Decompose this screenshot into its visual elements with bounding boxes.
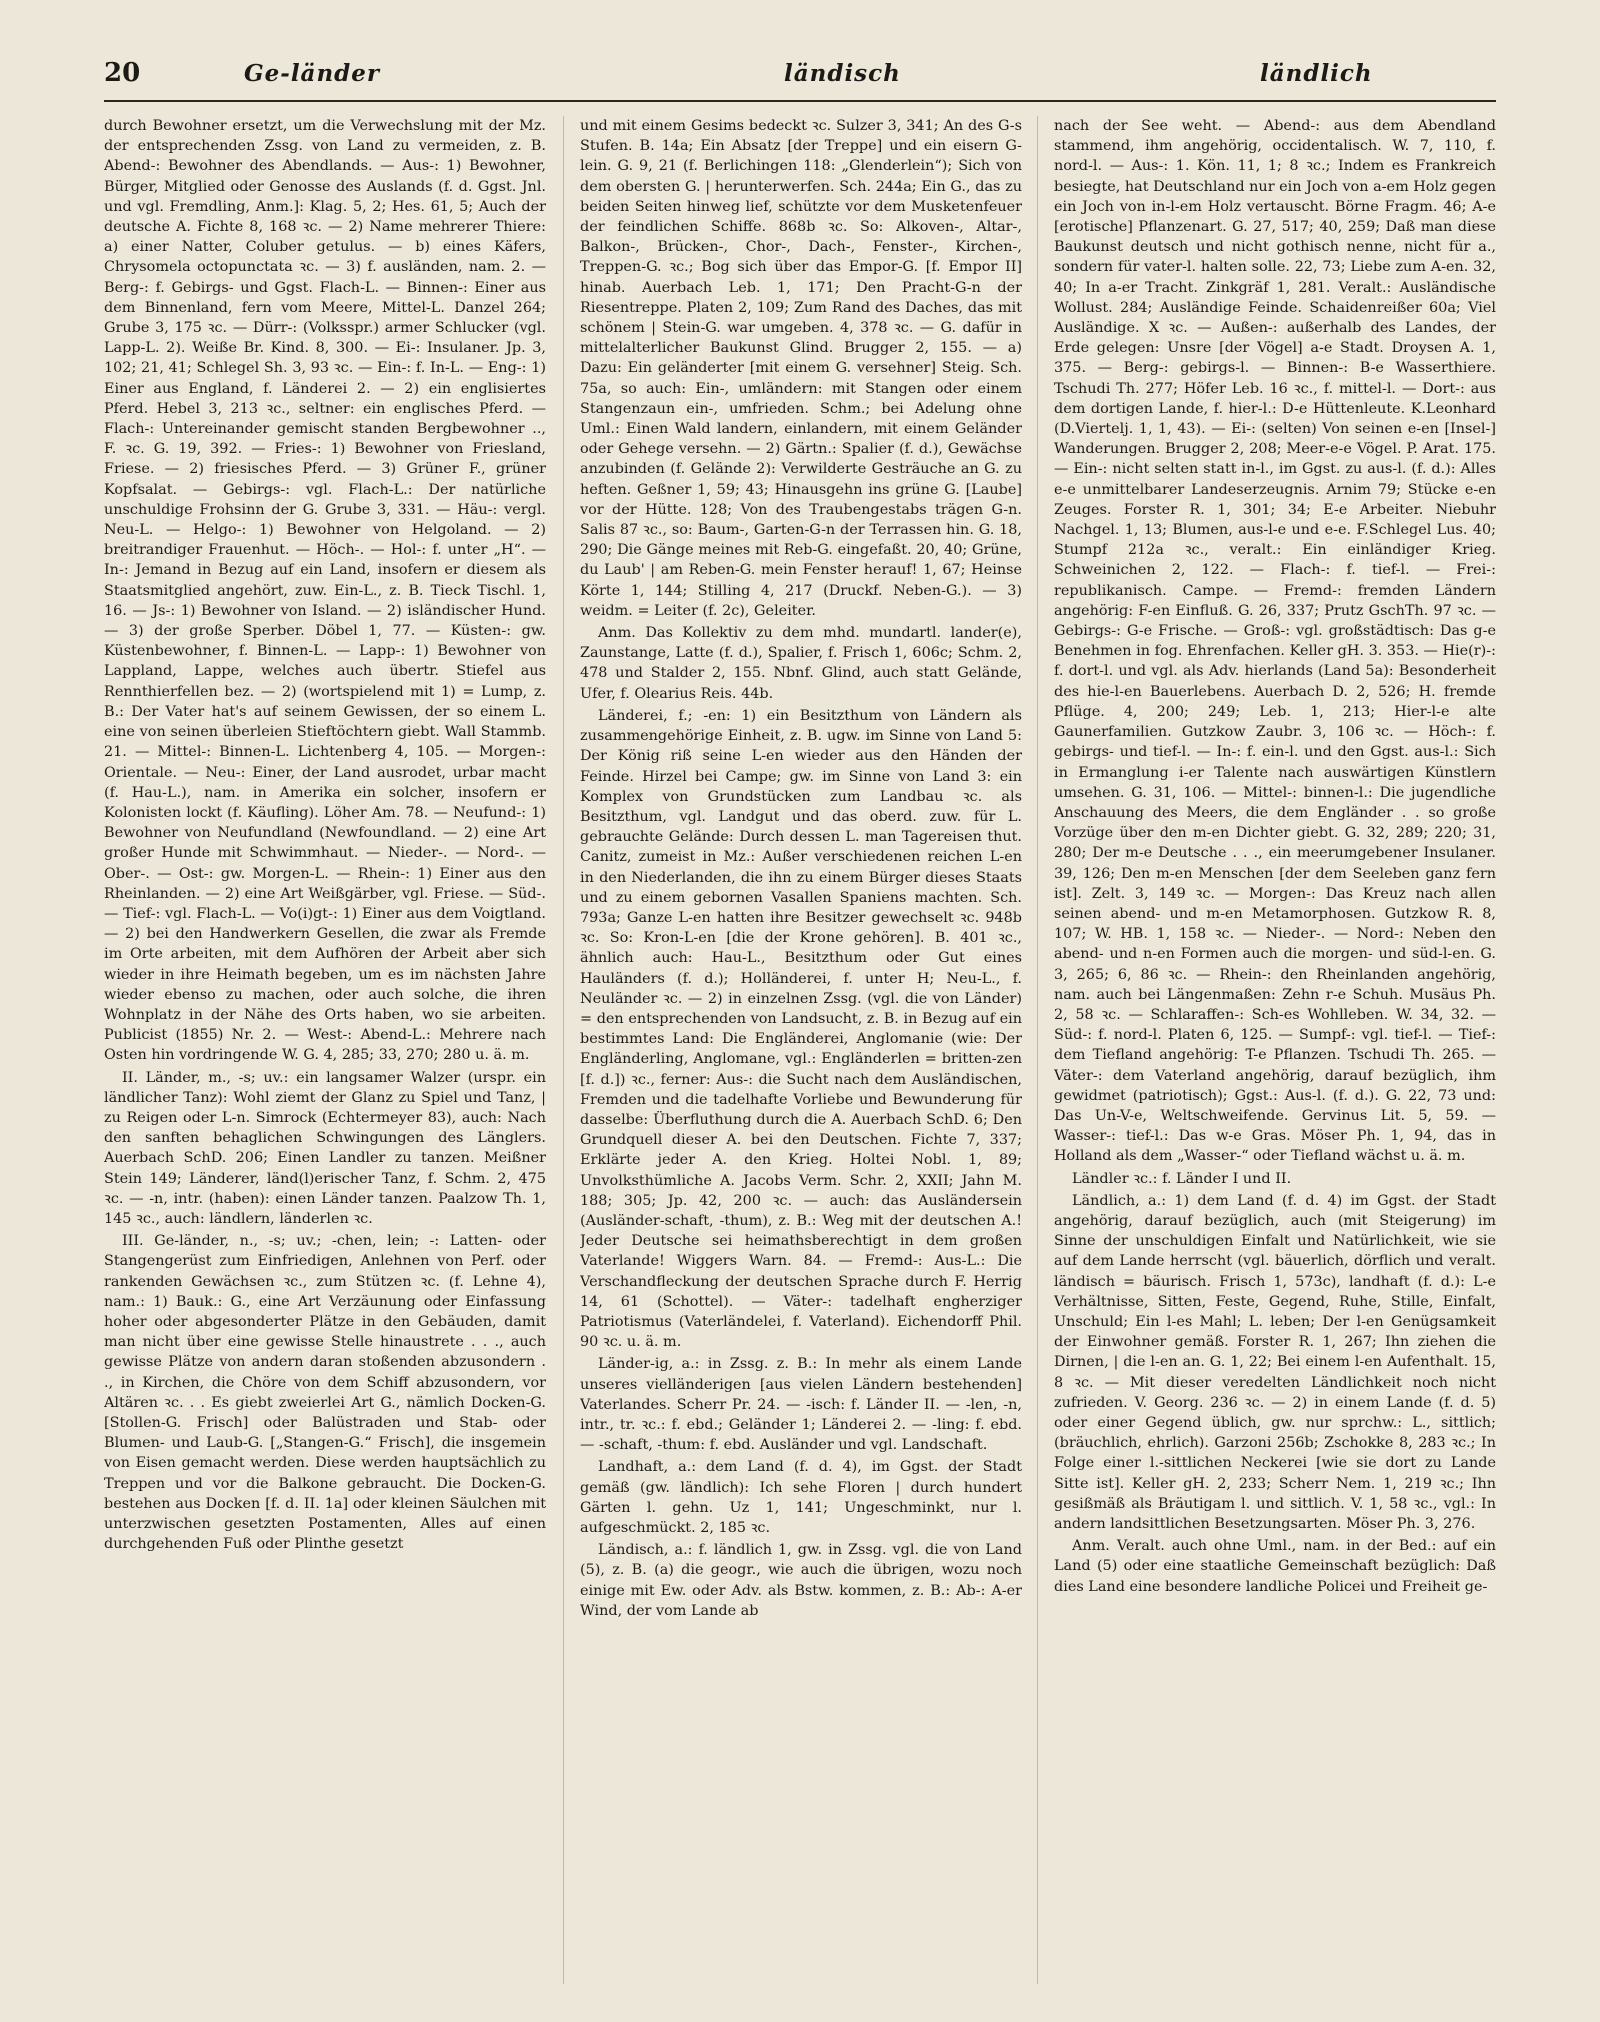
paragraph: Ländisch, a.: f. ländlich 1, gw. in Zssg. vgl. die von Land (5), z. B. (a) die geogr., wie auch die übrigen, wozu noch einige mit Ew. oder Adv. als Bstw. kommen, z. B.: Ab-: A-er Wind, der vom Lande ab <box>580 1542 1022 1619</box>
column-divider <box>563 116 564 1984</box>
paragraph: durch Bewohner ersetzt, um die Verwechslung mit der Mz. der entsprechenden Zssg. von Land zu vermeiden, z. B. Abend-: Bewohner des Abendlands. — Aus-: 1) Bewohner, Bürger, Mitglied oder Genosse des Auslands (f. d. Ggst. Jnl. und vgl. Fremdling, Anm.]: Klag. 5, 2; Hes. 61, 5; Auch der deutsche A. Fichte 8, 168 ꝛc. — 2) Name mehrerer Thiere: a) einer Natter, Coluber getulus. — b) eines Käfers, Chrysomela octopunctata ꝛc. — 3) f. ausländen, nam. 2. — Berg-: f. Gebirgs- und Ggst. Flach-L. — Binnen-: Einer aus dem Binnenland, fern vom Meere, Mittel-L. Danzel 264; Grube 3, 175 ꝛc. — Dürr-: (Volksspr.) armer Schlucker (vgl. Lapp-L. 2). Weiße Br. Kind. 8, 300. — Ei-: Insulaner. Jp. 3, 102; 21, 41; Schlegel Sh. 3, 93 ꝛc. — Ein-: f. In-L. — Eng-: 1) Einer aus England, f. Länderei 2. — 2) ein englisiertes Pferd. Hebel 3, 213 ꝛc., seltner: ein englisches Pferd. — Flach-: Untereinander gemischt standen Bergbewohner .., F. ꝛc. G. 19, 392. — Fries-: 1) Bewohner von Friesland, Friese. — 2) friesisches Pferd. — 3) Grüner F., grüner Kopfsalat. — Gebirgs-: vgl. Flach-L.: Der natürliche unschuldige Frohsinn der G. Grube 3, 331. — Häu-: vergl. Neu-L. — Helgo-: 1) Bewohner von Helgoland. — 2) breitrandiger Frauenhut. — Höch-. — Hol-: f. unter „H“. — In-: Jemand in Bezug auf ein Land, insofern er diesem als Staatsmitglied angehört, zuw. Ein-L., z. B. Tieck Tischl. 1, 16. — Js-: 1) Bewohner von Island. — 2) isländischer Hund. — 3) der große Sperber. Döbel 1, 77. — Küsten-: gw. Küstenbewohner, f. Binnen-L. — Lapp-: 1) Bewohner von Lappland, Lappe, welches auch übertr. Stiefel aus Rennthierfellen bez. — 2) (wortspielend mit 1) = Lump, z. B.: Der Vater hat's auf seinem Gewissen, der so einem L. eine von seinen überleien Stieftöchtern giebt. Wall Stammb. 21. — Mittel-: Binnen-L. Lichtenberg 4, 105. — Morgen-: Orientale. — Neu-: Einer, der Land ausrodet, urbar macht (f. Hau-L.), nam. in Amerika ein solcher, insofern er Kolonisten lockt (f. Käufling). Löher Am. 78. — Neufund-: 1) Bewohner von Neufundland (Newfoundland. — 2) eine Art großer Hunde mit Schwimmhaut. — Nieder-. — Nord-. — Ober-. — Ost-: gw. Morgen-L. — Rhein-: 1) Einer aus den Rheinlanden. — 2) eine Art Weißgärber, vgl. Friese. — Süd-. — Tief-: vgl. Flach-L. — Vo(i)gt-: 1) Einer aus dem Voigtland. — 2) bei den Handwerkern Gesellen, die zwar als Fremde im Orte arbeiten, mit dem Aufhören der Arbeit aber sich wieder in ihre Heimath begeben, um es im nächsten Jahre wieder ebenso zu machen, oder auch solche, die ihren Wohnplatz in der Nähe des Orts haben, wo sie arbeiten. Publicist (1855) Nr. 2. — West-: Abend-L.: Mehrere nach Osten hin vordringende W. G. 4, 285; 33, 270; 280 u. ä. m. <box>104 118 546 1064</box>
running-head-right: ländlich <box>1260 60 1373 87</box>
paragraph: Ländlich, a.: 1) dem Land (f. d. 4) im Ggst. der Stadt angehörig, darauf bezüglich, auch (mit Steigerung) im Sinne der unschuldigen Einfalt und Natürlichkeit, wie sie auf dem Lande herrscht (vgl. bäuerlich, dörflich und veralt. ländisch = bäurisch. Frisch 1, 573c), landhaft (f. d.): L-e Verhältnisse, Sitten, Feste, Gegend, Ruhe, Stille, Einfalt, Unschuld; Ein l-es Mahl; L. leben; Der l-en Genügsamkeit der Einwohner gemäß. Forster R. 1, 267; Ihn ziehen die Dirnen, | die l-en an. G. 1, 22; Bei einem l-en Aufenthalt. 15, 8 ꝛc. — Mit dieser veredelten Ländlichkeit noch nicht zufrieden. V. Georg. 236 ꝛc. — 2) in einem Lande (f. d. 5) oder einer Gegend üblich, gw. nur sprchw.: L., sittlich; (bräuchlich, ehrlich). Garzoni 256b; Zschokke 8, 283 ꝛc.; In Folge einer l.-sittlichen Neckerei [wie sie dort zu Lande Sitte ist]. Keller gH. 2, 233; Scherr Nem. 1, 219 ꝛc.; Ihn gesißmäß als Bräutigam l. und sittlich. V. 1, 58 ꝛc., vgl.: In andern landsittlichen Besetzungsarten. Möser Ph. 3, 276. <box>1054 1192 1496 1533</box>
page-header <box>0 58 1600 98</box>
paragraph: nach der See weht. — Abend-: aus dem Abendland stammend, ihm angehörig, occidentalisch. W. 7, 110, f. nord-l. — Aus-: 1. Kön. 11, 1; 8 ꝛc.; Indem es Frankreich besiegte, hat Deutschland nur ein Joch von a-em Holz gegen ein Joch von in-l-em Holz vertauscht. Börne Fragm. 46; A-e [erotische] Pflanzenart. G. 27, 517; 40, 259; Daß man diese Baukunst deutsch und nicht gothisch nenne, nicht für a., sondern für vater-l. halten solle. 22, 73; Liebe zum A-en. 32, 40; In a-er Tracht. Zinkgräf 1, 281. Veralt.: Ausländische Wollust. 284; Ausländige Feinde. Schaidenreißer 60a; Viel Ausländige. X ꝛc. — Außen-: außerhalb des Landes, der Erde gelegen: Unsre [der Vögel] a-e Stadt. Droysen A. 1, 375. — Berg-: gebirgs-l. — Binnen-: B-e Wasserthiere. Tschudi Th. 277; Höfer Leb. 16 ꝛc., f. mittel-l. — Dort-: aus dem dortigen Lande, f. hier-l.: D-e Hüttenleute. K.Leonhard (D.Viertelj. 1, 1, 43). — Ei-: (selten) Von seinen e-en [Insel-] Wanderungen. Brugger 2, 208; Meer-e-e Vögel. P. Arat. 175. — Ein-: nicht selten statt in-l., im Ggst. zu aus-l. (f. d.): Alles e-e unmittelbarer Landeserzeugnis. Arnim 79; Stücke e-en Zeuges. Forster R. 1, 301; 34; E-e Arbeiter. Niebuhr Nachgel. 1, 13; Blumen, aus-l-e und e-e. F.Schlegel Lus. 40; Stumpf 212a ꝛc., veralt.: Ein einländiger Krieg. Schweinichen 2, 122. — Flach-: f. tief-l. — Frei-: republikanisch. Campe. — Fremd-: fremden Ländern angehörig: F-en Einfluß. G. 26, 337; Prutz GschTh. 97 ꝛc. — Gebirgs-: G-e Frische. — Groß-: vgl. großstädtisch: Das g-e Benehmen in fog. Ehrenfachen. Keller gH. 3. 353. — Hie(r)-: f. dort-l. und vgl. als Adv. hierlands (Land 5a): Besonderheit des hie-l-en Bauerlebens. Auerbach D. 2, 526; H. fremde Pflüge. 4, 200; 249; Leb. 1, 213; Hier-l-e alte Gaunerfamilien. Gutzkow Zaubr. 3, 106 ꝛc. — Höch-: f. gebirgs- und tief-l. — In-: f. ein-l. und den Ggst. aus-l.: Sich in Ermanglung i-er Talente nach auswärtigen Künstlern umsehen. G. 31, 106. — Mittel-: binnen-l.: Die jugendliche Anschauung des Meers, die dem Engländer . . so große Vorzüge über den m-en Dichter giebt. G. 32, 289; 220; 31, 280; Der m-e Deutsche . . ., ein meerumgebener Insulaner. 39, 126; Den m-en Menschen [der dem Seeleben ganz fern ist]. Zelt. 3, 149 ꝛc. — Morgen-: Das Kreuz nach allen seinen abend- und m-en Metamorphosen. Gutzkow R. 8, 107; W. HB. 1, 158 ꝛc. — Nieder-. — Nord-: Neben den abend- und n-en Formen auch die morgen- und süd-l-en. G. 3, 265; 6, 86 ꝛc. — Rhein-: den Rheinlanden angehörig, nam. auch bei Längenmaßen: Zehn r-e Schuh. Musäus Ph. 2, 58 ꝛc. — Schlaraffen-: Sch-es Wohlleben. W. 34, 32. — Süd-: f. nord-l. Platen 6, 125. — Sumpf-: vgl. tief-l. — Tief-: dem Tiefland angehörig: T-e Pflanzen. Tschudi Th. 265. — Väter-: dem Vaterland angehörig, darauf bezüglich, ihm gewidmet (patriotisch); Ggst.: Aus-l. (f. d.). G. 22, 73 und: Das Un-V-e, Weltschweifende. Gervinus Lit. 5, 59. — Wasser-: tief-l.: Das w-e Gras. Möser Ph. 1, 94, das in Holland als dem „Wasser-“ oder Tiefland wächst u. ä. m. <box>1054 118 1496 1165</box>
column-divider <box>1037 116 1038 1984</box>
page-number: 20 <box>104 58 141 88</box>
paragraph: Länder-ig, a.: in Zssg. z. B.: In mehr als einem Lande unseres vielländerigen [aus vielen Ländern bestehenden] Vaterlandes. Scherr Pr. 24. — -isch: f. Länder II. — -len, -n, intr., tr. ꝛc.: f. ebd.; Geländer 1; Länderei 2. — -ling: f. ebd. — -schaft, -thum: f. ebd. Ausländer und vgl. Landschaft. <box>580 1356 1022 1454</box>
text-column-3 <box>1054 116 1496 1986</box>
paragraph: und mit einem Gesims bedeckt ꝛc. Sulzer 3, 341; An des G-s Stufen. B. 14a; Ein Absatz [der Treppe] und ein eisern G-lein. G. 9, 21 (f. Berlichingen 118: „Glenderlein“); Sich von dem obersten G. | herunterwerfen. Sch. 244a; Ein G., das zu beiden Seiten hinweg lief, schützte vor dem Musketenfeuer der feindlichen Schiffe. 868b ꝛc. So: Alkoven-, Altar-, Balkon-, Brücken-, Chor-, Dach-, Fenster-, Kirchen-, Treppen-G. ꝛc.; Bog sich über das Empor-G. [f. Empor II] hinab. Auerbach Leb. 1, 171; Den Pracht-G-n der Riesentreppe. Platen 2, 109; Zum Rand des Daches, das mit schönem | Stein-G. war umgeben. 4, 378 ꝛc. — G. dafür in mittelalterlicher Baukunst Glind. Brugger 2, 155. — a) Dazu: Ein geländerter [mit einem G. versehner] Steig. Sch. 75a, so auch: Ein-, umländern: mit Stangen oder einem Stangenzaun ein-, umfrieden. Schm.; bei Adelung ohne Uml.: Einen Wald landern, einlandern, mit einem Geländer oder Gehege versehn. — 2) Gärtn.: Spalier (f. d.), Gewächse anzubinden (f. Gelände 2): Verwilderte Gesträuche an G. zu heften. Geßner 1, 59; 43; Hinausgehn ins grüne G. [Laube] vor der Hütte. 128; Von des Traubengestabs trägen G-n. Salis 87 ꝛc., so: Baum-, Garten-G-n der Terrassen hin. G. 18, 290; Die Gänge meines mit Reb-G. eingefaßt. 20, 40; Grüne, du Laub' | am Reben-G. mein Fenster herauf! 1, 67; Heinse Körte 1, 144; Stilling 4, 217 (Druckf. Neben-G.). — 3) weidm. = Leiter (f. 2c), Geleiter. <box>580 118 1022 619</box>
running-head-left: Ge-länder <box>244 60 381 87</box>
paragraph: II. Länder, m., -s; uv.: ein langsamer Walzer (urspr. ein ländlicher Tanz): Wohl ziemt der Glanz zu Spiel und Tanz, | zu Reigen oder L-n. Simrock (Echtermeyer 83), auch: Nach den sanften behaglichen Schwingungen des Länglers. Auerbach SchD. 206; Einen Landler zu tanzen. Meißner Stein 149; Länderer, länd(l)erischer Tanz, f. Schm. 2, 475 ꝛc. — -n, intr. (haben): einen Länder tanzen. Paalzow Th. 1, 145 ꝛc., auch: ländlern, länderlen ꝛc. <box>104 1069 546 1227</box>
text-column-2 <box>580 116 1022 1986</box>
annotation-paragraph: Anm. Das Kollektiv zu dem mhd. mundartl. lander(e), Zaunstange, Latte (f. d.), Spalier, f. Frisch 1, 606c; Schm. 2, 478 und Stalder 2, 155. Nbnf. Glind, auch statt Gelände, Ufer, f. Olearius Reis. 44b. <box>580 625 1022 702</box>
paragraph: Landhaft, a.: dem Land (f. d. 4), im Ggst. der Stadt gemäß (gw. ländlich): Ich sehe Floren | durch hundert Gärten l. gehn. Uz 1, 141; Ungeschminkt, nur l. aufgeschmückt. 2, 185 ꝛc. <box>580 1459 1022 1537</box>
annotation-paragraph: Anm. Veralt. auch ohne Uml., nam. in der Bed.: auf ein Land (5) oder eine staatliche Gemeinschaft bezüglich: Daß dies Land eine besondere landliche Policei und Freiheit ge- <box>1054 1538 1496 1595</box>
paragraph: Ländler ꝛc.: f. Länder I und II. <box>1072 1170 1292 1187</box>
text-column-1 <box>104 116 546 1986</box>
running-head-middle: ländisch <box>784 60 901 87</box>
header-rule <box>104 100 1496 102</box>
paragraph: III. Ge-länder, n., -s; uv.; -chen, lein; -: Latten- oder Stangengerüst zum Einfriedigen, Anlehnen von Perf. oder rankenden Gewächsen ꝛc., zum Stützen ꝛc. (f. Lehne 4), nam.: 1) Bauk.: G., eine Art Verzäunung oder Einfassung hoher oder abgesonderter Plätze in den Gebäuden, damit man nicht über eine gewisse Stelle hinaustrete . . ., auch gewisse Plätze von andern daran stoßenden abzusondern . ., in Kirchen, die Chöre von dem Schiff abzusondern, vor Altären ꝛc. . . Es giebt zweierlei Art G., nämlich Docken-G. [Stollen-G. Frisch] oder Balüstraden und Stab- oder Blumen- und Laub-G. [„Stangen-G.“ Frisch], die insgemein von Eisen gemacht werden. Diese werden hauptsächlich zu Treppen und vor die Balkone gebraucht. Die Docken-G. bestehen aus Docken [f. d. II. 1a] oder kleinen Säulchen mit unterzwischen gesetzten Postamenten, Alles auf einen durchgehenden Fuß oder Plinthe gesetzt <box>104 1233 546 1553</box>
paragraph: Länderei, f.; -en: 1) ein Besitzthum von Ländern als zusammengehörige Einheit, z. B. ugw. im Sinne von Land 5: Der König riß seine L-en wieder aus den Händen der Feinde. Hirzel bei Campe; gw. im Sinne von Land 3: ein Komplex von Grundstücken zum Landbau ꝛc. als Besitzthum, vgl. Landgut und das oberd. zuw. für L. gebrauchte Gelände: Durch dessen L. man Tagereisen thut. Canitz, zumeist in Mz.: Außer verschiedenen reichen L-en in den Niederlanden, die ihn zu einem Bürger dieses Staats und zu einem gebornen Vasallen Spaniens machten. Sch. 793a; Ganze L-en hatten ihre Besitzer gewechselt ꝛc. 948b ꝛc. So: Kron-L-en [die der Krone gehören]. B. 401 ꝛc., ähnlich auch: Hau-L., Besitzthum oder Gut eines Hauländers (f. d.); Holländerei, f. unter H; Neu-L., f. Neuländer ꝛc. — 2) in einzelnen Zssg. (vgl. die von Länder) = den entsprechenden von Landsucht, z. B. in Bezug auf ein bestimmtes Land: Die Engländerei, Anglomanie (wie: Der Engländerling, Anglomane, vgl.: Engländerlen = britten-zen [f. d.]) ꝛc., ferner: Aus-: die Sucht nach dem Ausländischen, Fremden und die tadelhafte Vorliebe und Bewunderung für dasselbe: Überfluthung durch die A. Auerbach SchD. 6; Den Grundquell dieser A. bei den Deutschen. Fichte 7, 337; Erklärte jeder A. den Krieg. Holtei Nobl. 1, 89; Unvolksthümliche A. Jacobs Verm. Schr. 2, XXII; Jahn M. 188; 305; Jp. 42, 200 ꝛc. — auch: das Ausländersein (Ausländer-schaft, -thum), z. B.: Weg mit der deutschen A.! Jeder Deutsche sei heimathsberechtigt in dem großen Vaterlande! Wiggers Warn. 84. — Fremd-: Aus-L.: Die Verschandfleckung der deutschen Sprache durch F. Herrig 14, 61 (Schottel). — Väter-: tadelhaft engherziger Patriotismus (Vaterländelei, f. Vaterland). Eichendorff Phil. 90 ꝛc. u. ä. m. <box>580 707 1022 1351</box>
